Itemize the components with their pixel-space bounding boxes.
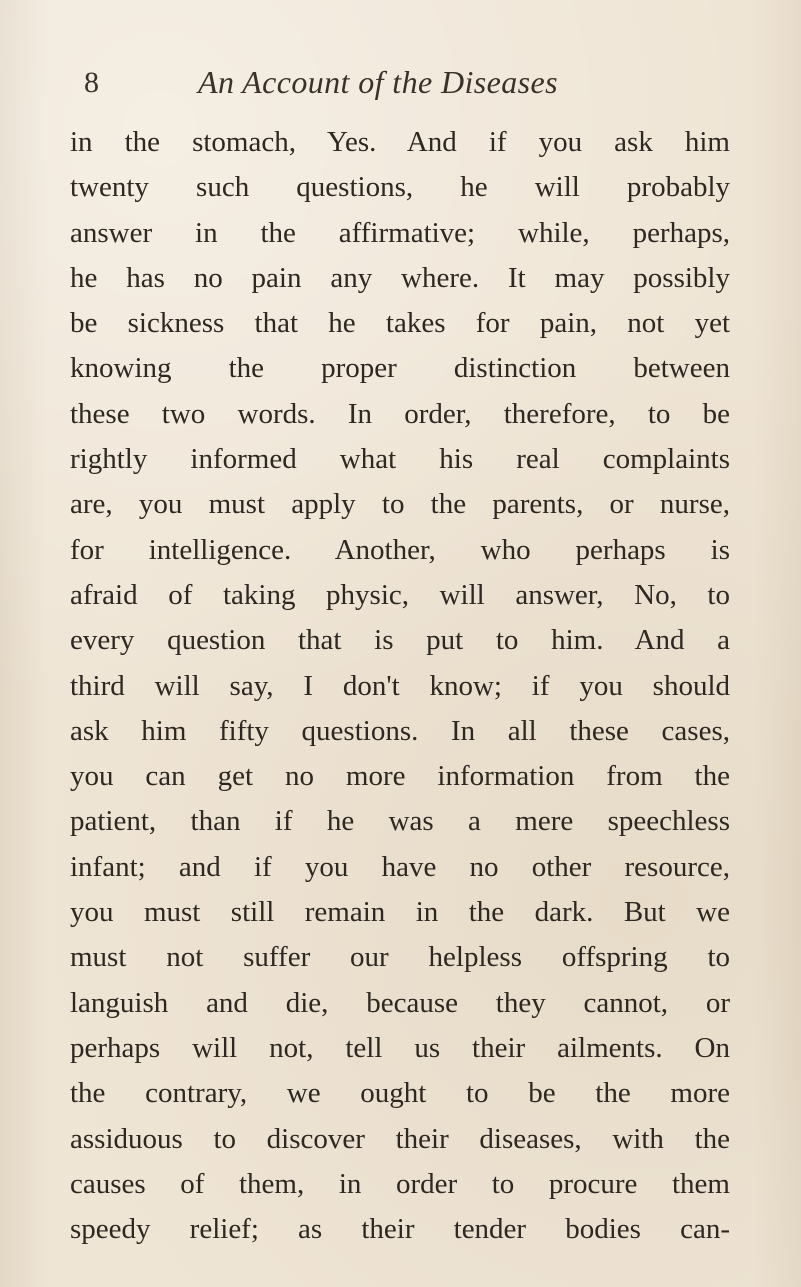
text-line: you must still remain in the dark. But we	[70, 896, 730, 929]
text-line: ask him fifty questions. In all these cases,	[70, 714, 730, 747]
text-line: infant; and if you have no other resource,	[70, 850, 730, 883]
text-line: knowing the proper distinction between	[70, 352, 730, 385]
text-line: these two words. In order, therefore, to be	[70, 397, 730, 430]
page-number: 8	[84, 66, 99, 99]
running-head: An Account of the Diseases	[198, 64, 558, 100]
text-line: rightly informed what his real complaints	[70, 443, 730, 476]
text-line: twenty such questions, he will probably	[70, 171, 730, 204]
text-line: must not suffer our helpless offspring to	[70, 941, 730, 974]
page-header	[84, 62, 724, 102]
text-line: are, you must apply to the parents, or nurse,	[70, 488, 730, 521]
text-line: speedy relief; as their tender bodies can-	[70, 1213, 730, 1246]
text-line: the contrary, we ought to be the more	[70, 1077, 730, 1110]
text-line: languish and die, because they cannot, or	[70, 986, 730, 1019]
body-text	[70, 120, 730, 1252]
text-line: patient, than if he was a mere speechless	[70, 805, 730, 838]
text-line: third will say, I don't know; if you should	[70, 669, 730, 702]
text-line: answer in the affirmative; while, perhaps,	[70, 216, 730, 249]
text-line: causes of them, in order to procure them	[70, 1167, 730, 1200]
text-line: afraid of taking physic, will answer, No, to	[70, 578, 730, 611]
text-line: perhaps will not, tell us their ailments. On	[70, 1031, 730, 1064]
text-line: in the stomach, Yes. And if you ask him	[70, 126, 730, 158]
text-line: you can get no more information from the	[70, 760, 730, 793]
text-line: for intelligence. Another, who perhaps is	[70, 533, 730, 566]
text-line: he has no pain any where. It may possibly	[70, 261, 730, 294]
text-line: every question that is put to him. And a	[70, 624, 730, 657]
text-line: assiduous to discover their diseases, with the	[70, 1122, 730, 1155]
text-line: be sickness that he takes for pain, not yet	[70, 307, 730, 340]
